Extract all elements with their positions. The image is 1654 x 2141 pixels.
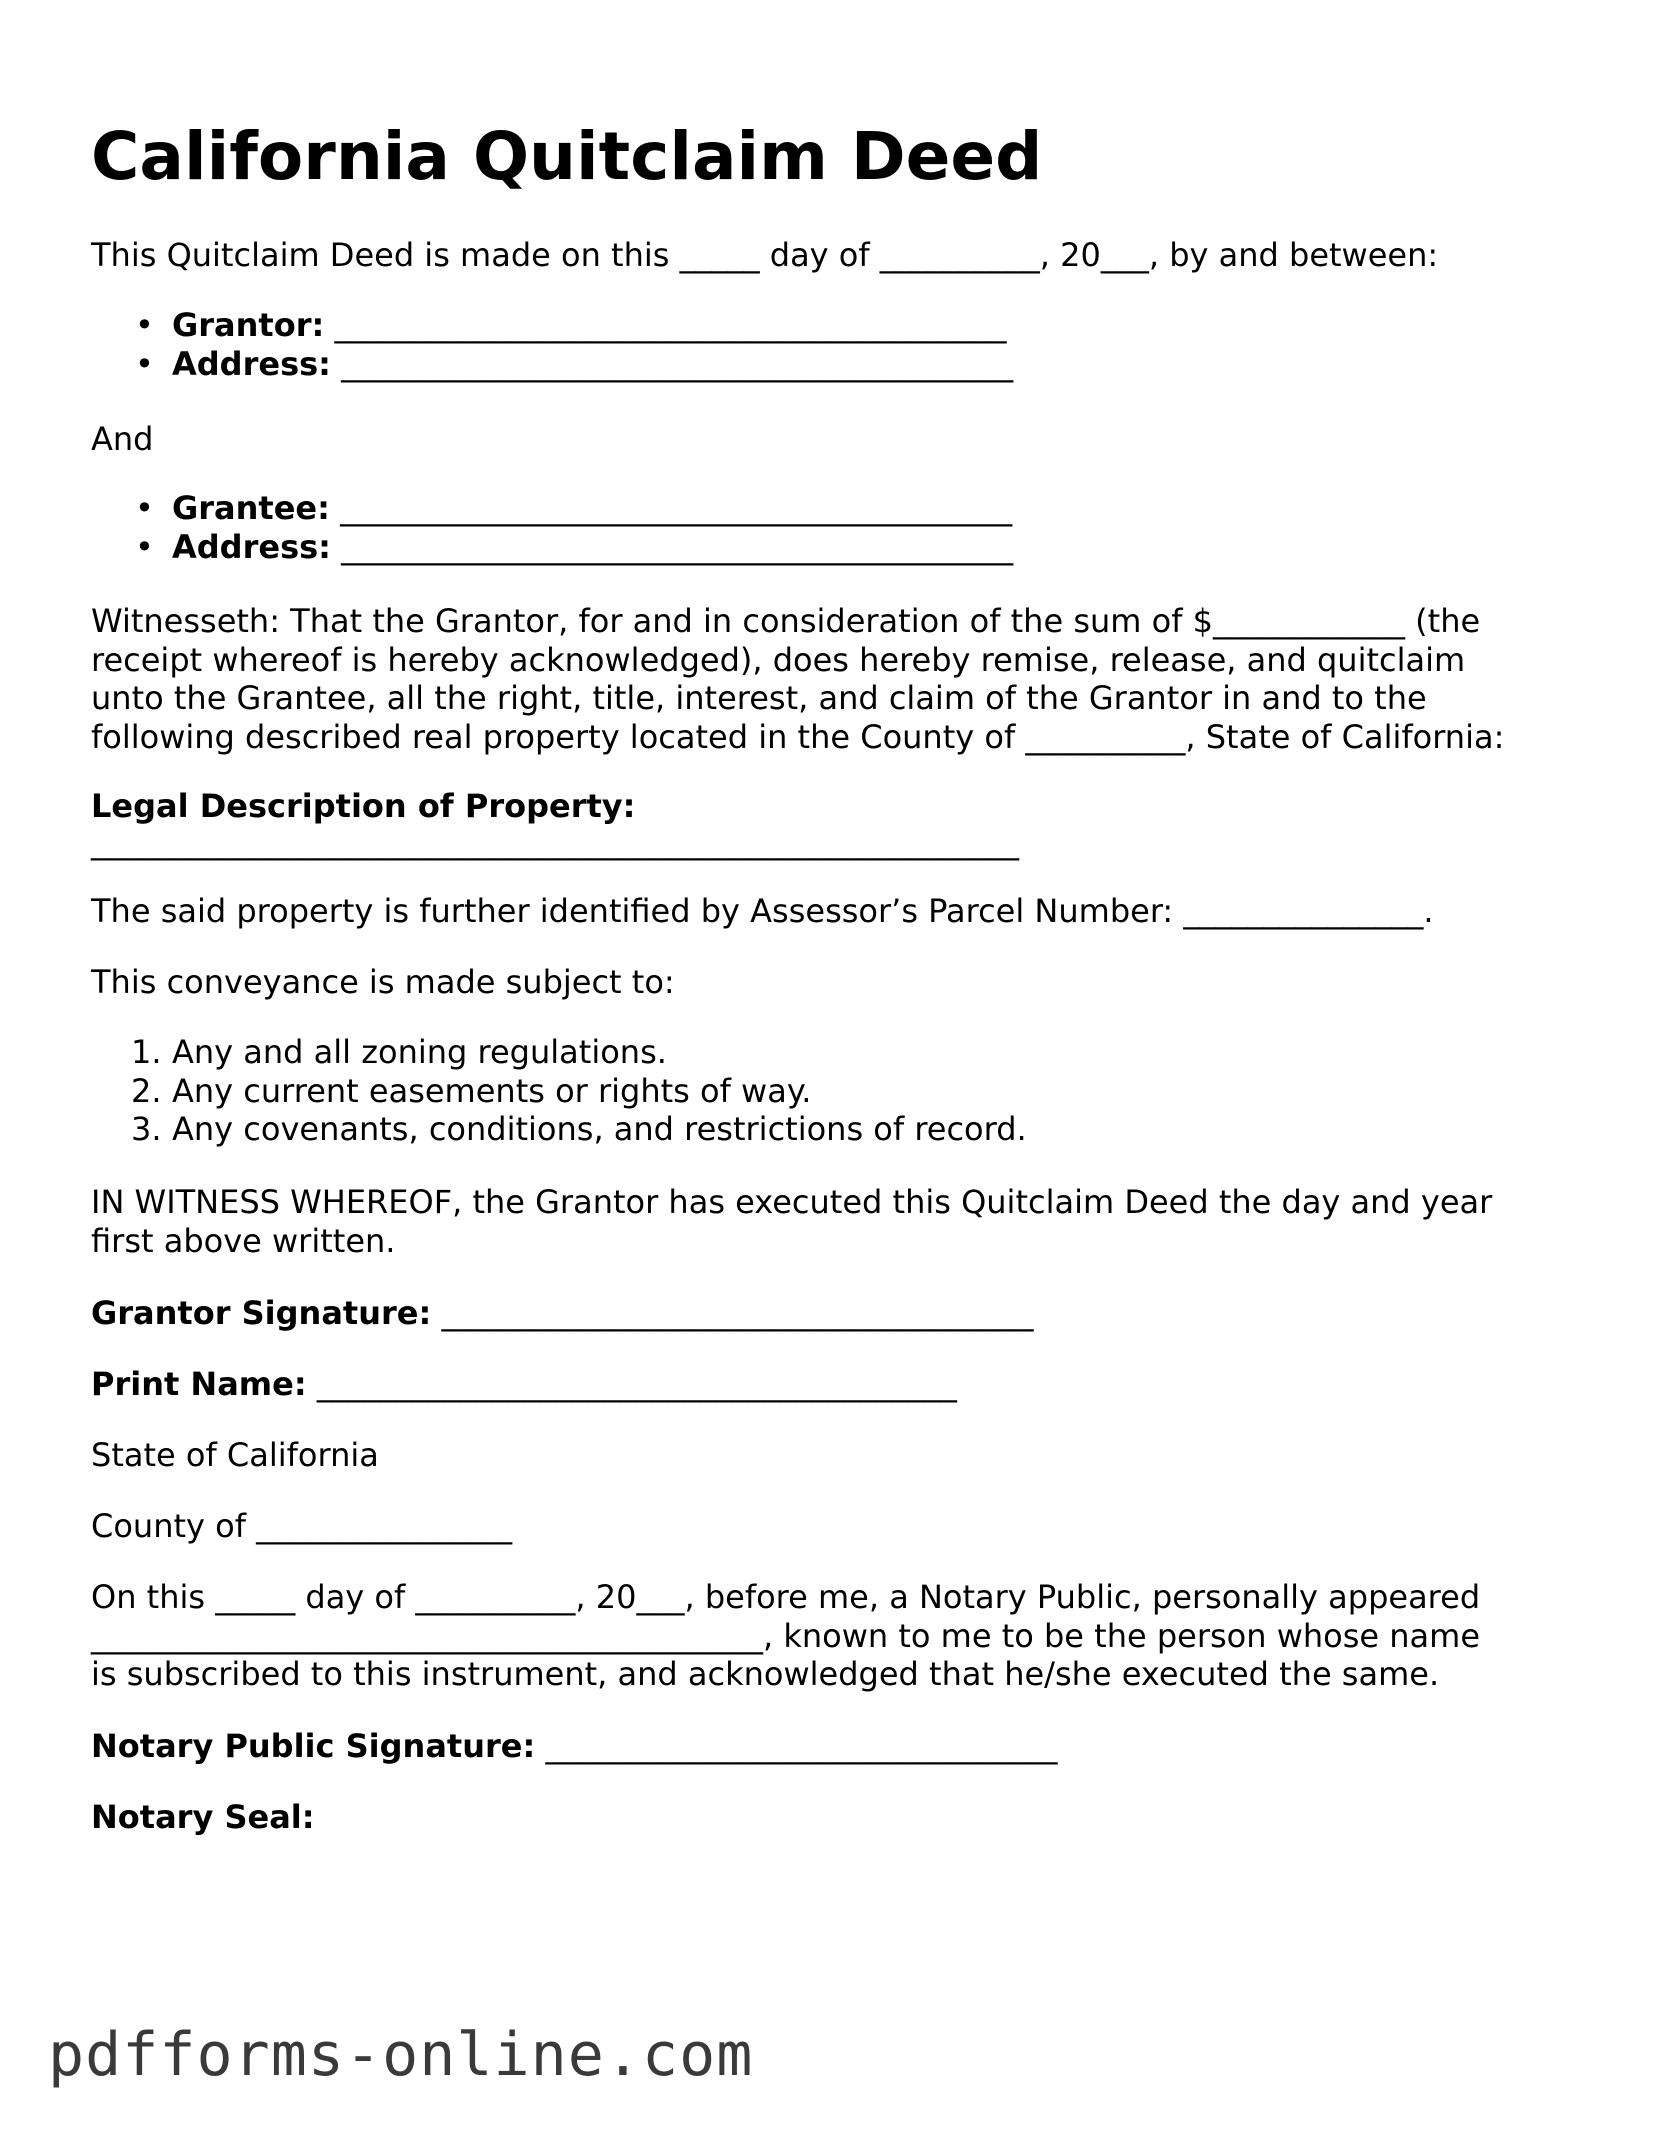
notary-acknowledgment-paragraph [91,1578,1480,1694]
grantor-signature-label: Grantor Signature: [91,1294,432,1332]
print-name-label: Print Name: [91,1365,307,1403]
bullet-icon: • [135,527,154,566]
grantor-blank: __________________________________________ [334,306,1007,344]
grantor-address-label: Address: [172,344,331,383]
notary-line: is subscribed to this instrument, and acknowledged that he/she executed the same. [91,1655,1440,1693]
list-item-condition [91,1033,1027,1072]
grantee-list [91,489,1013,566]
print-name-blank: ________________________________________ [316,1365,957,1403]
bullet-icon: • [135,344,154,383]
county-text: County of ________________ [91,1507,513,1545]
condition-text: Any covenants, conditions, and restrictions of record. [172,1110,1027,1148]
witnesseth-line: unto the Grantee, all the right, title, interest, and claim of the Grantor in and to the [91,679,1427,717]
document-title: California Quitclaim Deed [91,118,1043,195]
notary-signature-blank: ________________________________ [545,1727,1058,1765]
condition-text: Any and all zoning regulations. [172,1033,667,1071]
grantor-address-blank: __________________________________________ [341,344,1014,383]
grantee-blank: __________________________________________ [340,489,1013,527]
condition-number: 3. [131,1110,162,1148]
witnesseth-line: Witnesseth: That the Grantor, for and in consideration of the sum of $____________ (the [91,602,1481,640]
and-text: And [91,420,154,458]
witnesseth-paragraph [91,602,1504,756]
legal-description-blank: __________________________________________________________ [91,823,1019,861]
notary-signature-line [91,1727,1057,1766]
bullet-icon: • [135,306,154,344]
intro-text: This Quitclaim Deed is made on this _____ day of __________, 20___, by and between: [91,236,1439,274]
witnesseth-line: following described real property located in the County of __________, State of California: [91,717,1505,756]
grantor-label: Grantor: [172,306,325,344]
bullet-icon: • [135,489,154,527]
parcel-number-text: The said property is further identified by Assessor’s Parcel Number: _______________. [91,892,1434,930]
in-witness-paragraph [91,1183,1492,1260]
notary-line: __________________________________________, known to me to be the person whose name [91,1616,1481,1655]
legal-description-heading: Legal Description of Property: [91,787,636,825]
condition-text: Any current easements or rights of way. [172,1071,812,1110]
list-item-grantor-address [91,345,1013,384]
notary-line: On this _____ day of __________, 20___, before me, a Notary Public, personally appeared [91,1578,1481,1616]
grantor-signature-blank: _____________________________________ [441,1294,1034,1332]
notary-signature-label: Notary Public Signature: [91,1727,536,1765]
condition-number: 2. [131,1071,162,1110]
print-name-line [91,1365,957,1404]
list-item-grantee-address [91,528,1013,567]
list-item-grantor [91,306,1013,345]
in-witness-line: IN WITNESS WHEREOF, the Grantor has executed this Quitclaim Deed the day and year [91,1183,1493,1221]
state-text: State of California [91,1436,379,1474]
list-item-condition [91,1110,1027,1149]
list-item-condition [91,1072,1027,1111]
grantor-signature-line [91,1294,1033,1333]
condition-number: 1. [131,1033,162,1071]
in-witness-line: first above written. [91,1221,396,1260]
watermark: pdfforms-online.com [48,2020,754,2090]
list-item-grantee [91,489,1013,528]
conditions-list [91,1033,1027,1149]
grantee-address-blank: __________________________________________ [341,527,1014,566]
subject-to-text: This conveyance is made subject to: [91,963,675,1001]
witnesseth-line: receipt whereof is hereby acknowledged), does hereby remise, release, and quitclaim [91,640,1466,679]
grantor-list [91,306,1013,383]
grantee-address-label: Address: [172,527,331,566]
notary-seal-label: Notary Seal: [91,1798,315,1836]
grantee-label: Grantee: [172,489,330,527]
